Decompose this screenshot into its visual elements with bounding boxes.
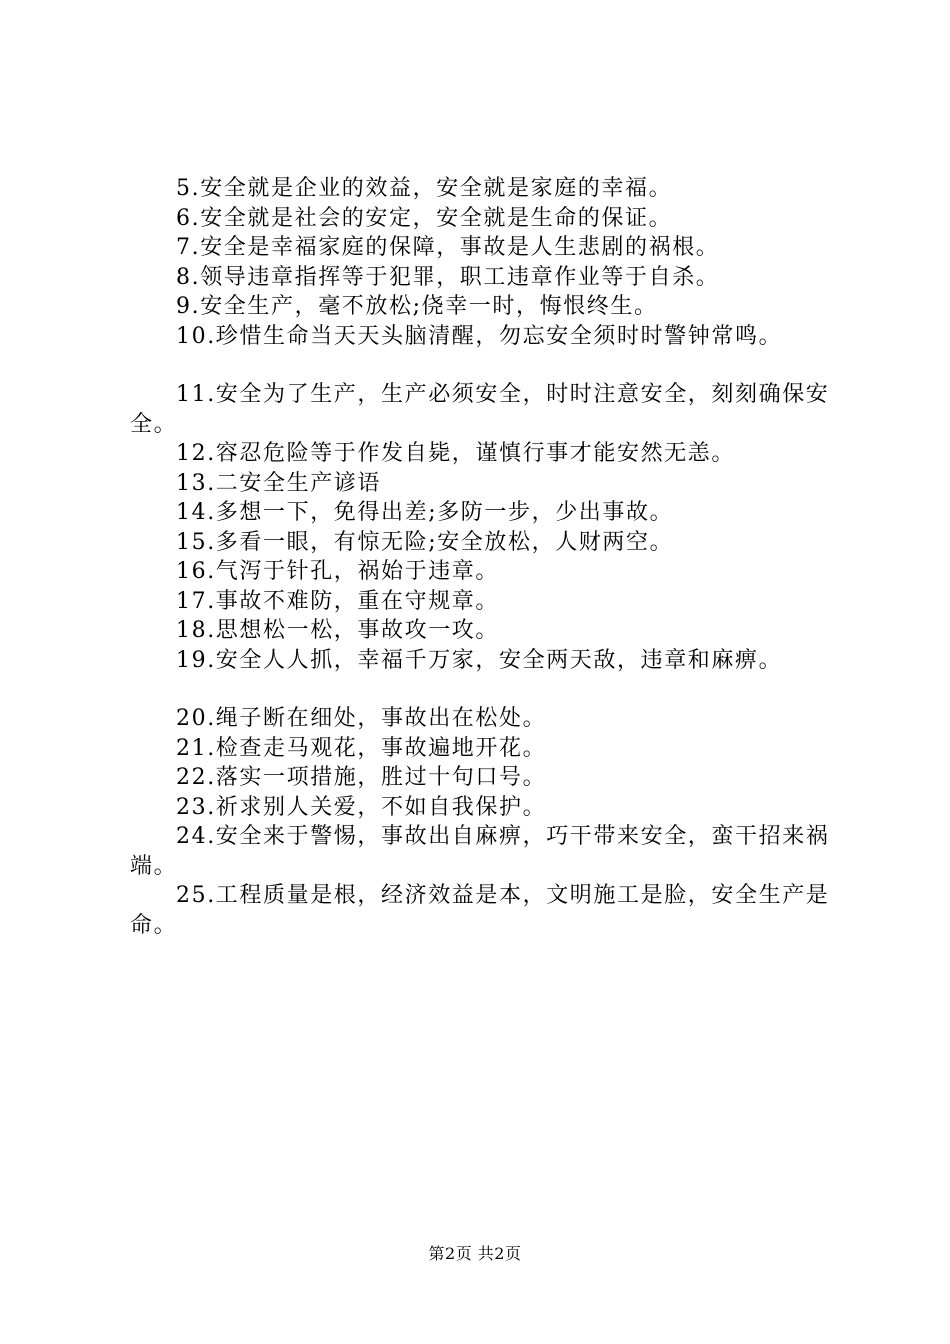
list-item: 16.气泻于针孔，祸始于违章。 (176, 559, 499, 584)
list-item: 10.珍惜生命当天天头脑清醒，勿忘安全须时时警钟常鸣。 (176, 323, 783, 349)
list-item: 24.安全来于警惕，事故出自麻痹，巧干带来安全，蛮干招来祸端。 (130, 824, 830, 879)
list-item: 15.多看一眼，有惊无险;安全放松，人财两空。 (176, 529, 674, 555)
document-body (130, 174, 832, 940)
list-item: 20.绳子断在细处，事故出在松处。 (176, 706, 547, 731)
list-item: 14.多想一下，免得出差;多防一步，少出事故。 (176, 500, 674, 525)
page-number-footer: 第2页 共2页 (428, 1244, 522, 1263)
list-item: 9.安全生产，毫不放松;侥幸一时，悔恨终生。 (176, 294, 658, 319)
list-item: 6.安全就是社会的安定，安全就是生命的保证。 (176, 205, 673, 231)
list-item: 21.检查走马观花，事故遍地开花。 (176, 735, 547, 761)
list-item: 22.落实一项措施，胜过十句口号。 (176, 765, 547, 790)
list-item: 8.领导违章指挥等于犯罪，职工违章作业等于自杀。 (176, 264, 720, 290)
list-item: 18.思想松一松，事故攻一攻。 (176, 618, 499, 643)
list-item: 17.事故不难防，重在守规章。 (176, 588, 499, 614)
list-item: 23.祈求别人关爱，不如自我保护。 (176, 794, 547, 820)
list-item: 13.二安全生产谚语 (176, 470, 381, 496)
list-item: 19.安全人人抓，幸福千万家，安全两天敌，违章和麻痹。 (176, 647, 783, 673)
list-item: 12.容忍危险等于作发自毙，谨慎行事才能安然无恙。 (176, 441, 735, 466)
list-item: 11.安全为了生产，生产必须安全，时时注意安全，刻刻确保安全。 (130, 382, 830, 437)
list-item: 25.工程质量是根，经济效益是本，文明施工是脸，安全生产是命。 (130, 883, 830, 938)
list-item: 7.安全是幸福家庭的保障，事故是人生悲剧的祸根。 (176, 235, 720, 260)
list-item: 5.安全就是企业的效益，安全就是家庭的幸福。 (176, 176, 673, 201)
